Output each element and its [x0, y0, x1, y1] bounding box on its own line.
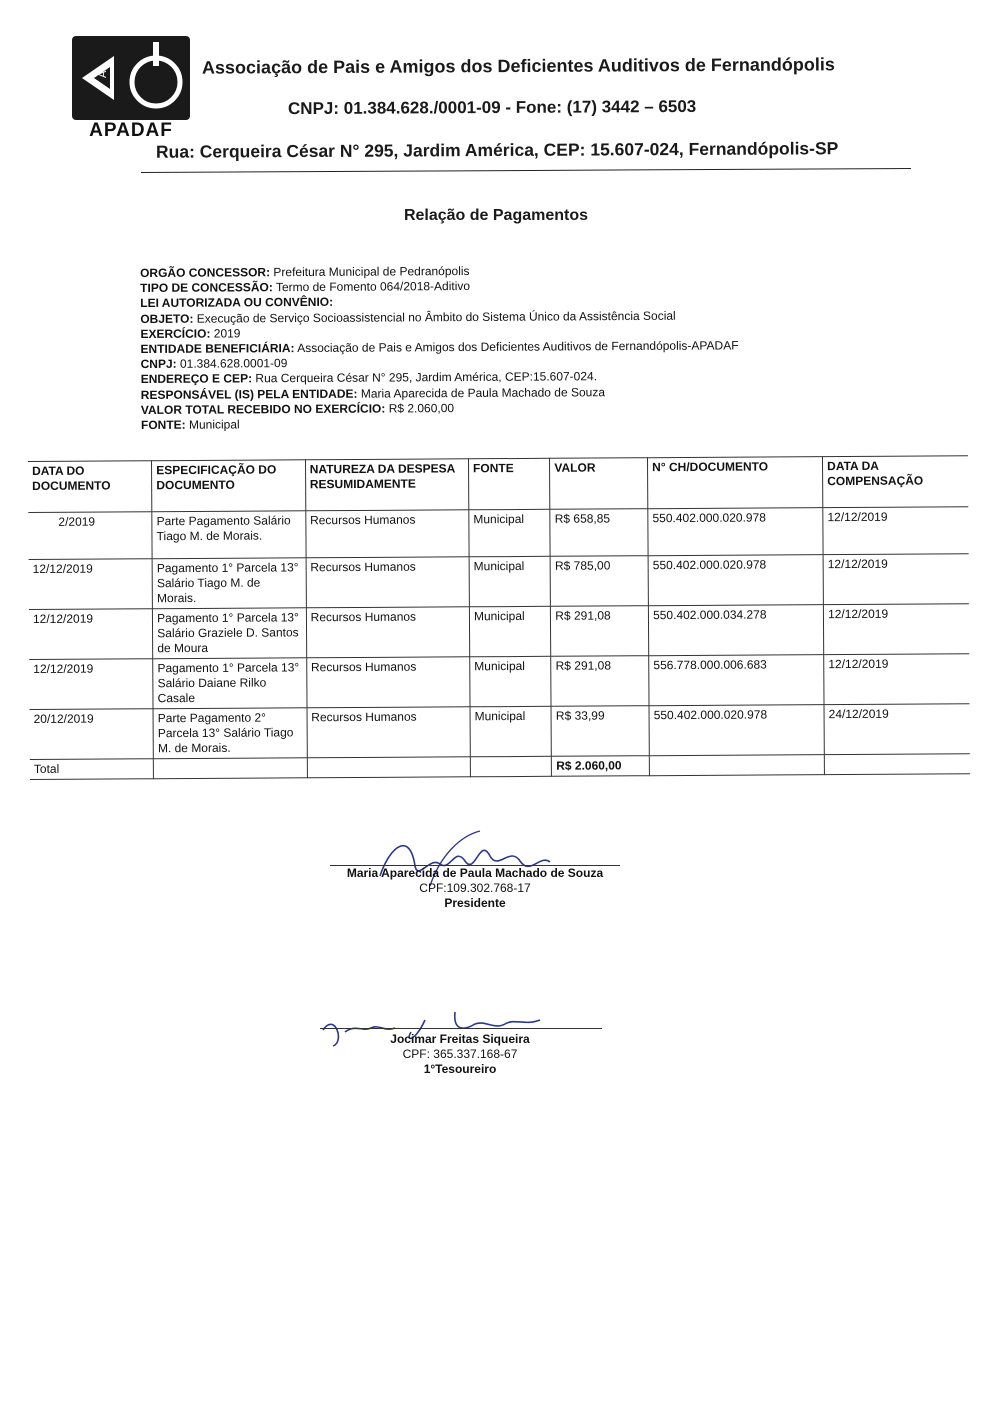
- org-address: Rua: Cerqueira César N° 295, Jardim América, CEP: 15.607-024, Fernandópolis-SP: [155, 138, 839, 162]
- cell-date: 20/12/2019: [30, 709, 154, 760]
- info-value: 2019: [210, 326, 241, 341]
- info-label: ENTIDADE BENEFICIÁRIA:: [140, 341, 295, 357]
- total-empty-cell: [307, 757, 470, 778]
- info-label: CNPJ:: [140, 356, 177, 372]
- total-value: R$ 2.060,00: [552, 756, 650, 777]
- col-header-source: FONTE: [468, 458, 550, 509]
- signature-president: [320, 866, 630, 911]
- info-label: EXERCÍCIO:: [140, 326, 211, 341]
- cell-source: Municipal: [470, 706, 552, 756]
- cnpj-phone: CNPJ: 01.384.628./0001-09 - Fone: (17) 3442 – 6503: [287, 96, 697, 119]
- info-value: Associação de Pais e Amigos dos Deficientes Auditivos de Fernandópolis-APADAF: [294, 338, 739, 356]
- document-title: Relação de Pagamentos: [403, 207, 589, 224]
- cell-source: Municipal: [469, 556, 551, 606]
- table-row: [29, 604, 969, 660]
- cell-document: 550.402.000.020.978: [648, 555, 823, 606]
- table-row: [28, 507, 968, 560]
- info-label: OBJETO:: [140, 311, 194, 326]
- col-header-compensation: DATA DA COMPENSAÇÃO: [823, 456, 969, 508]
- payments-table: [28, 455, 970, 780]
- cell-document: 556.778.000.006.683: [649, 655, 824, 706]
- info-value: 01.384.628.0001-09: [176, 356, 288, 371]
- total-empty-cell: [824, 754, 970, 775]
- info-row: [141, 414, 739, 433]
- info-value: R$ 2.060,00: [385, 400, 455, 416]
- logo-text: APADAF: [89, 120, 173, 141]
- info-label: TIPO DE CONCESSÃO:: [140, 280, 273, 296]
- info-label: ENDEREÇO E CEP:: [140, 371, 253, 387]
- col-header-value: VALOR: [550, 458, 648, 510]
- cell-spec: Parte Pagamento Salário Tiago M. de Morais.: [152, 511, 306, 559]
- logo-emblem-icon: [72, 36, 190, 120]
- signature-line: [320, 1028, 602, 1029]
- info-label: RESPONSÁVEL (IS) PELA ENTIDADE:: [140, 386, 358, 402]
- signer-role: 1°Tesoureiro: [423, 1062, 497, 1076]
- signer-role: Presidente: [444, 896, 506, 910]
- cell-nature: Recursos Humanos: [306, 557, 470, 608]
- cell-nature: Recursos Humanos: [305, 510, 469, 558]
- signer-name: Jocimar Freitas Siqueira: [390, 1032, 530, 1046]
- cell-value: R$ 33,99: [551, 706, 649, 757]
- signer-name: Maria Aparecida de Paula Machado de Souza: [346, 866, 604, 880]
- table-row: [30, 704, 970, 760]
- cell-compensation: 12/12/2019: [824, 654, 970, 705]
- total-empty-cell: [649, 755, 824, 776]
- info-value: Prefeitura Municipal de Pedranópolis: [270, 263, 470, 280]
- cell-nature: Recursos Humanos: [306, 607, 470, 658]
- cell-value: R$ 785,00: [550, 556, 648, 607]
- col-header-document: N° CH/DOCUMENTO: [648, 457, 823, 509]
- col-header-date: DATA DO DOCUMENTO: [28, 461, 152, 513]
- apadaf-logo: [72, 36, 190, 140]
- header-divider: [141, 168, 911, 173]
- signature-treasurer: [300, 1032, 620, 1077]
- info-label: LEI AUTORIZADA OU CONVÊNIO:: [140, 295, 334, 311]
- svg-text:A: A: [97, 70, 109, 78]
- cell-value: R$ 658,85: [550, 509, 648, 557]
- table-row: [29, 554, 969, 610]
- info-value: Execução de Serviço Socioassistencial no Âmbito do Sistema Único da Assistência Social: [193, 308, 676, 326]
- info-label: VALOR TOTAL RECEBIDO NO EXERCÍCIO:: [140, 401, 386, 417]
- cell-spec: Pagamento 1° Parcela 13° Salário Tiago M. de Morais.: [152, 558, 306, 609]
- cell-document: 550.402.000.020.978: [649, 705, 824, 756]
- cell-value: R$ 291,08: [551, 606, 649, 657]
- cell-compensation: 12/12/2019: [823, 604, 969, 655]
- total-empty-cell: [470, 756, 551, 776]
- cell-date: 12/12/2019: [29, 659, 153, 710]
- cell-compensation: 12/12/2019: [823, 507, 969, 555]
- cell-spec: Parte Pagamento 2° Parcela 13° Salário Tiago M. de Morais.: [153, 708, 307, 759]
- cell-nature: Recursos Humanos: [307, 707, 471, 758]
- cell-source: Municipal: [469, 606, 551, 656]
- org-name: Associação de Pais e Amigos dos Deficientes Auditivos de Fernandópolis: [201, 54, 835, 78]
- total-label: Total: [30, 759, 154, 780]
- cell-date: 2/2019: [28, 512, 152, 560]
- cell-compensation: 12/12/2019: [823, 554, 969, 605]
- cell-date: 12/12/2019: [29, 559, 153, 610]
- cell-date: 12/12/2019: [29, 609, 153, 660]
- cell-value: R$ 291,08: [551, 656, 649, 707]
- cell-document: 550.402.000.020.978: [648, 508, 823, 556]
- info-value: Maria Aparecida de Paula Machado de Souza: [357, 384, 606, 401]
- table-header-row: [28, 456, 968, 513]
- info-label: FONTE:: [140, 417, 186, 433]
- info-value: Termo de Fomento 064/2018-Aditivo: [272, 279, 471, 295]
- cell-spec: Pagamento 1° Parcela 13° Salário Graziele D. Santos de Moura: [153, 608, 307, 659]
- concession-info: [140, 262, 739, 433]
- signer-cpf: CPF: 365.337.168-67: [402, 1047, 518, 1061]
- cell-nature: Recursos Humanos: [306, 657, 470, 708]
- info-value: Municipal: [185, 417, 240, 432]
- info-label: ORGÃO CONCESSOR:: [140, 265, 271, 280]
- cell-source: Municipal: [470, 656, 552, 706]
- info-value: Rua Cerqueira César N° 295, Jardim América, CEP:15.607-024.: [252, 369, 598, 386]
- cell-compensation: 24/12/2019: [824, 704, 970, 755]
- cell-spec: Pagamento 1° Parcela 13° Salário Daiane Rilko Casale: [153, 658, 307, 709]
- cell-source: Municipal: [469, 509, 551, 556]
- table-row: [29, 654, 969, 710]
- col-header-spec: ESPECIFICAÇÃO DO DOCUMENTO: [152, 460, 306, 512]
- col-header-nature: NATUREZA DA DESPESA RESUMIDAMENTE: [305, 459, 469, 511]
- cell-document: 550.402.000.034.278: [649, 605, 824, 656]
- signer-cpf: CPF:109.302.768-17: [419, 881, 531, 895]
- total-empty-cell: [154, 758, 308, 779]
